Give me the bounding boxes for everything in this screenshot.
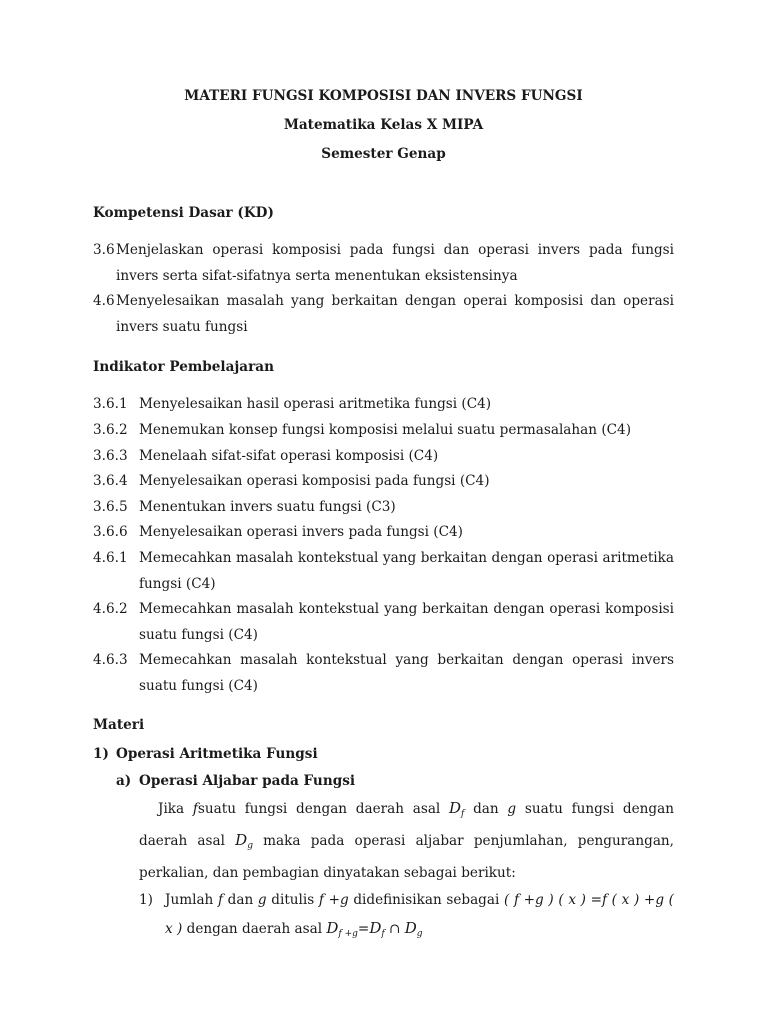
math-subscript-f: f — [461, 808, 465, 819]
indikator-number: 4.6.2 — [93, 601, 128, 618]
indikator-item — [93, 495, 674, 521]
indikator-number: 3.6.2 — [93, 421, 128, 438]
def-text: Jumlah — [165, 892, 218, 909]
indikator-item — [93, 444, 674, 470]
indikator-list — [93, 392, 674, 699]
indikator-number: 3.6.1 — [93, 396, 128, 413]
section-number: 1) — [93, 745, 109, 762]
document-page — [93, 86, 674, 948]
doc-title: MATERI FUNGSI KOMPOSISI DAN INVERS FUNGSI — [184, 88, 583, 104]
math-D: D — [326, 919, 339, 938]
section-heading — [93, 744, 674, 764]
math-D: D — [449, 798, 462, 817]
doc-semester: Semester Genap — [321, 146, 446, 162]
materi-heading: Materi — [93, 716, 145, 733]
subsection-title: Operasi Aljabar pada Fungsi — [139, 772, 356, 789]
para-text: Jika — [158, 800, 193, 817]
definition-text — [165, 886, 674, 948]
def-text: dengan daerah asal — [182, 921, 327, 938]
indikator-text: Memecahkan masalah kontekstual yang berkaitan dengan operasi invers suatu fungsi (C4) — [139, 652, 674, 694]
indikator-text: Menyelesaikan operasi invers pada fungsi (C4) — [139, 524, 463, 541]
math-definition: ( f +g ) ( x ) =f ( x ) +g ( x ) — [165, 892, 674, 938]
doc-subtitle: Matematika Kelas X MIPA — [283, 117, 484, 133]
math-subscript-fg: f +g — [338, 929, 358, 940]
para-text: maka pada operasi aljabar penjumlahan, pengurangan, perkalian, dan pembagian dinyatakan sebagai berikut: — [139, 833, 674, 881]
indikator-number: 3.6.6 — [93, 524, 128, 541]
math-D: D — [235, 831, 248, 850]
para-text: suatu fungsi dengan daerah asal — [139, 800, 674, 850]
indikator-item — [93, 469, 674, 495]
math-f: f — [217, 892, 224, 909]
math-subscript-g: g — [247, 841, 253, 852]
indikator-item — [93, 392, 674, 418]
math-f: f — [192, 800, 198, 817]
indikator-text: Menyelesaikan operasi komposisi pada fungsi (C4) — [139, 473, 490, 490]
indikator-text: Memecahkan masalah kontekstual yang berkaitan dengan operasi komposisi suatu fungsi (C4) — [139, 601, 674, 643]
para-text: suatu fungsi dengan daerah asal — [197, 800, 449, 817]
indikator-item — [93, 520, 674, 546]
math-subscript-g: g — [416, 929, 423, 940]
indikator-text: Menentukan invers suatu fungsi (C3) — [139, 498, 396, 515]
math-subscript-f: f — [381, 929, 385, 940]
math-intersection: ∩ — [384, 921, 405, 938]
subsection-heading — [116, 771, 674, 791]
definition-number: 1) — [139, 892, 153, 909]
indikator-number: 3.6.5 — [93, 498, 128, 515]
def-text: didefinisikan sebagai — [348, 892, 504, 909]
math-D: D — [369, 919, 382, 938]
kd-item-text: Menyelesaikan masalah yang berkaitan dengan operai komposisi dan operasi invers suatu fungsi — [116, 293, 674, 335]
intro-paragraph — [139, 795, 674, 887]
indikator-number: 4.6.1 — [93, 549, 128, 566]
indikator-heading: Indikator Pembelajaran — [93, 359, 274, 376]
kd-item — [93, 289, 674, 340]
indikator-text: Menemukan konsep fungsi komposisi melalui suatu permasalahan (C4) — [139, 421, 631, 438]
indikator-item — [93, 418, 674, 444]
kd-heading: Kompetensi Dasar (KD) — [93, 205, 274, 221]
indikator-item — [93, 597, 674, 648]
math-D: D — [404, 919, 417, 938]
definition-item — [139, 886, 674, 948]
kd-item — [93, 238, 674, 289]
para-text: dan — [464, 800, 508, 817]
indikator-item — [93, 648, 674, 699]
section-title: Operasi Aritmetika Fungsi — [116, 745, 318, 762]
indikator-number: 4.6.3 — [93, 652, 128, 669]
kd-item-number: 3.6 — [93, 242, 115, 258]
subsection-number: a) — [116, 772, 132, 789]
indikator-number: 3.6.4 — [93, 473, 128, 490]
def-text: ditulis — [266, 892, 319, 909]
indikator-text: Menyelesaikan hasil operasi aritmetika fungsi (C4) — [139, 396, 492, 413]
indikator-text: Memecahkan masalah kontekstual yang berkaitan dengan operasi aritmetika fungsi (C4) — [139, 549, 674, 592]
indikator-item — [93, 546, 674, 597]
math-equals: = — [357, 921, 370, 938]
kd-item-text: Menjelaskan operasi komposisi pada fungsi dan operasi invers pada fungsi invers serta sifat-sifatnya serta menentukan eksistensinya — [116, 242, 674, 284]
def-text: dan — [223, 892, 258, 909]
math-f-plus-g: f +g — [318, 892, 349, 909]
math-g: g — [507, 800, 517, 817]
kd-item-number: 4.6 — [93, 293, 115, 310]
math-g: g — [257, 892, 267, 909]
indikator-number: 3.6.3 — [93, 447, 128, 464]
indikator-text: Menelaah sifat-sifat operasi komposisi (C4) — [139, 447, 439, 464]
